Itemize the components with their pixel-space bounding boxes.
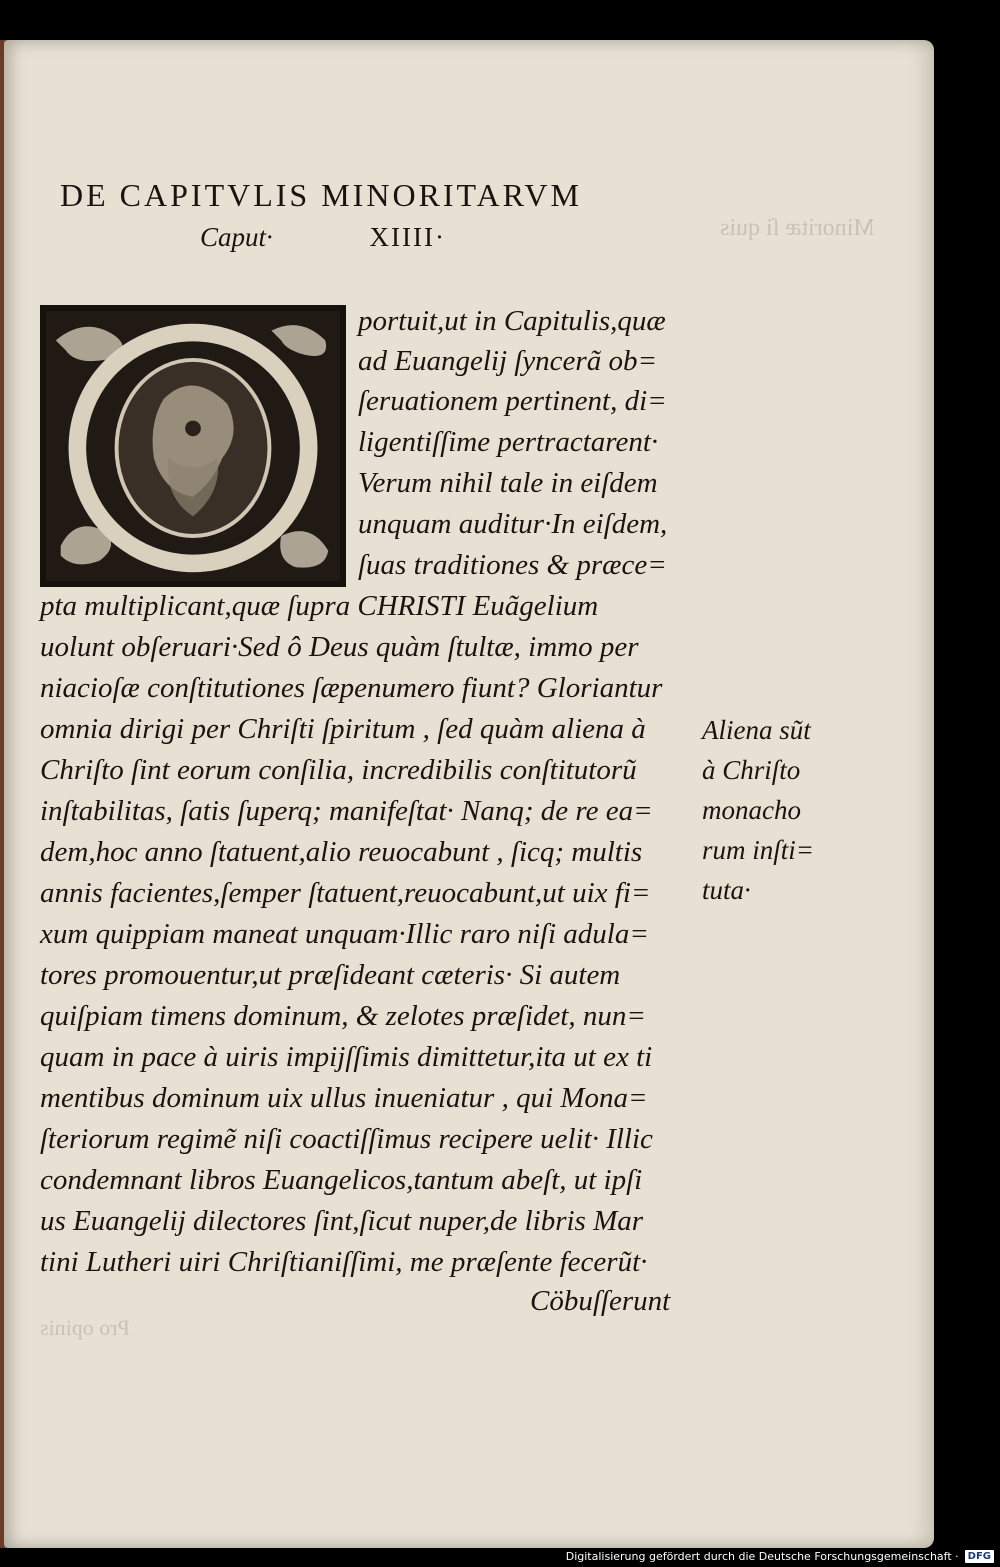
text-line: ſuas traditiones & præce= — [358, 549, 667, 581]
text-line: annis facientes,ſemper ſtatuent,reuocabunt,ut uix fi= — [40, 877, 651, 909]
text-line: uolunt obſeruari·Sed ô Deus quàm ſtultæ, immo per — [40, 631, 639, 663]
text-line: omnia dirigi per Chriſti ſpiritum , ſed quàm aliena à — [40, 713, 646, 745]
margin-note-line: rum inſti= — [702, 835, 814, 865]
text-line: dem,hoc anno ſtatuent,alio reuocabunt , ſicq; multis — [40, 836, 643, 868]
text-line: portuit,ut in Capitulis,quæ — [358, 305, 666, 337]
chapter-number — [200, 222, 446, 253]
show-through-text: Minoritæ ſi quis — [720, 215, 875, 241]
digitization-footer — [566, 1547, 994, 1565]
margin-note-line: à Chriſto — [702, 755, 801, 785]
text-line: tini Lutheri uiri Chriſtianiſſimi, me præſente fecerũt· — [40, 1246, 648, 1278]
dfg-logo-icon: DFG — [965, 1550, 994, 1563]
text-line: niacioſæ conſtitutiones ſæpenumero fiunt? Gloriantur — [40, 672, 663, 704]
text-line: mentibus dominum uix ullus inueniatur , qui Mona= — [40, 1082, 648, 1114]
text-line: ſteriorum regimẽ niſi coactiſſimus recipere uelit· Illic — [40, 1123, 653, 1155]
text-line: unquam auditur·In eiſdem, — [358, 508, 668, 540]
caput-label: Caput· — [200, 222, 273, 252]
margin-note-line: tuta· — [702, 875, 751, 905]
text-line: Verum nihil tale in eiſdem — [358, 467, 658, 499]
text-line: quiſpiam timens dominum, & zelotes præſidet, nun= — [40, 1000, 646, 1032]
margin-note — [702, 710, 814, 910]
woodcut-initial-icon — [46, 311, 340, 581]
show-through-text: Pro opinis — [40, 1315, 130, 1340]
margin-note-line: Aliena sũt — [702, 715, 811, 745]
caput-number: XIIII· — [369, 222, 446, 252]
text-line: pta multiplicant,quæ ſupra CHRISTI Euãgelium — [40, 590, 599, 622]
decorated-initial-o — [40, 305, 346, 587]
text-line: ad Euangelij ſyncerã ob= — [358, 345, 658, 377]
text-line: condemnant libros Euangelicos,tantum abeſt, ut ipſi — [40, 1164, 643, 1196]
text-line: xum quippiam maneat unquam·Illic raro niſi adula= — [40, 918, 649, 950]
text-line: quam in pace à uiris impijſſimis dimittetur,ita ut ex ti — [40, 1041, 653, 1073]
text-line: ligentiſſime pertractarent· — [358, 426, 659, 458]
text-line: tores promouentur,ut præſideant cæteris· Si autem — [40, 959, 621, 991]
footer-text: Digitalisierung gefördert durch die Deutsche Forschungsgemeinschaft · — [565, 1549, 959, 1563]
text-line: us Euangelij dilectores ſint,ſicut nuper,de libris Mar — [40, 1205, 644, 1237]
catchword: Cöbuſſerunt — [530, 1285, 671, 1317]
chapter-heading: DE CAPITVLIS MINORITARVM — [60, 177, 582, 213]
text-line: ſeruationem pertinent, di= — [358, 385, 667, 417]
text-line: Chriſto ſint eorum conſilia, incredibilis conſtitutorũ — [40, 754, 637, 786]
text-line: inſtabilitas, ſatis ſuperq; manifeſtat· Nanq; de re ea= — [40, 795, 653, 827]
margin-note-line: monacho — [702, 795, 801, 825]
